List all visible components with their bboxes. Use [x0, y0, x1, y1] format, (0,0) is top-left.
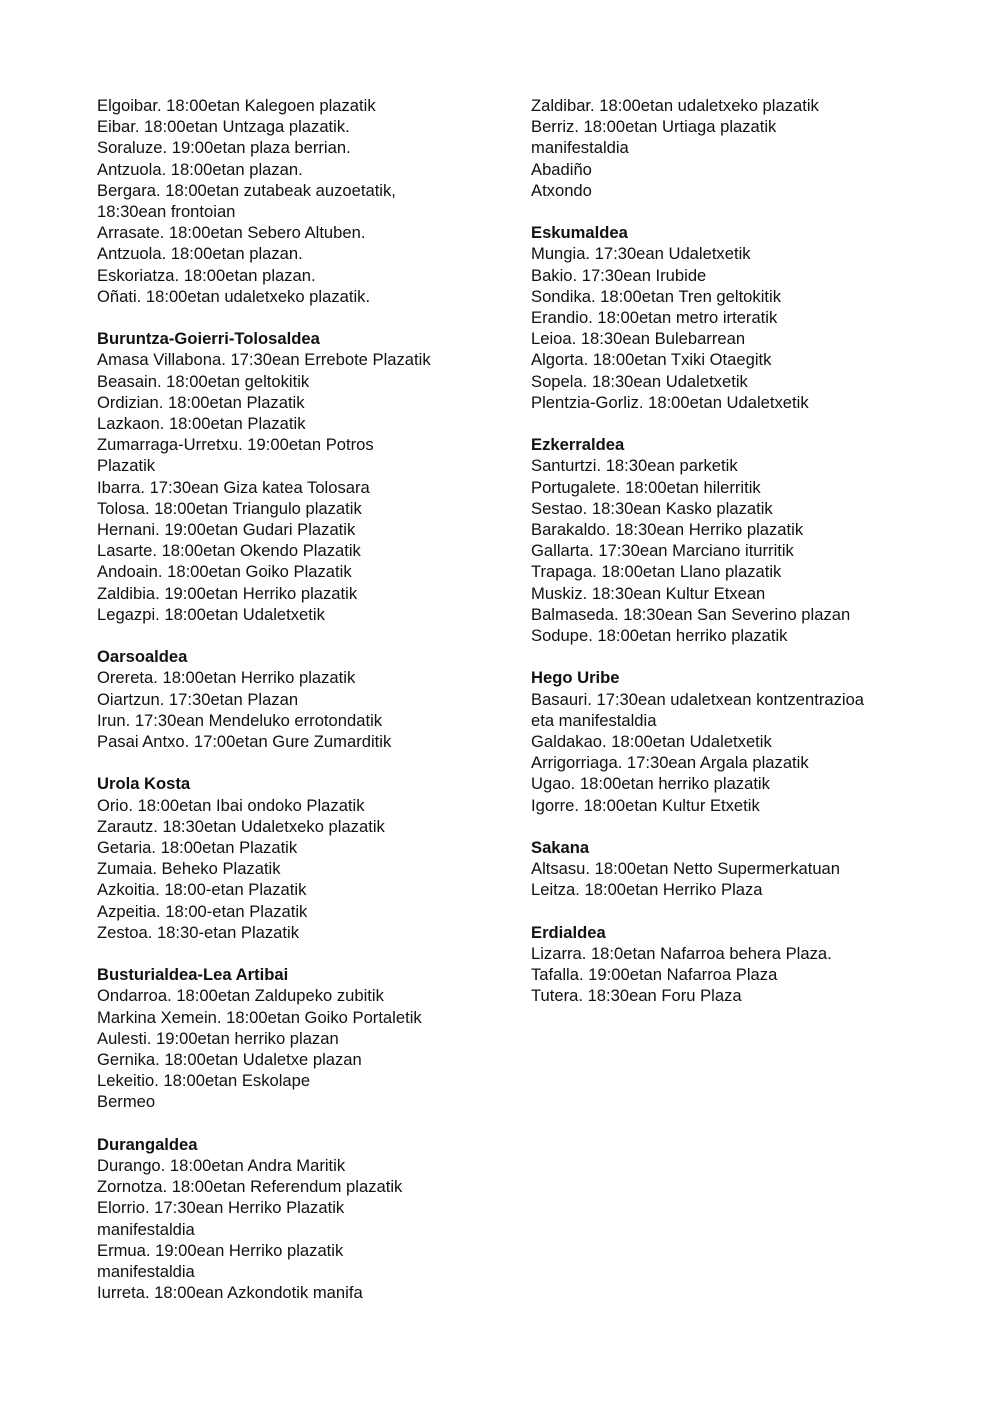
event-line: Plazatik — [97, 456, 156, 476]
event-line: Antzuola. 18:00etan plazan. — [97, 244, 303, 264]
event-line: Plentzia-Gorliz. 18:00etan Udaletxetik — [531, 392, 809, 412]
event-line: Ermua. 19:00ean Herriko plazatik — [97, 1240, 344, 1260]
section-title: Buruntza-Goierri-Tolosaldea — [97, 329, 320, 349]
event-line: Bergara. 18:00etan zutabeak auzoetatik, — [97, 180, 396, 200]
event-line: Lasarte. 18:00etan Okendo Plazatik — [97, 541, 361, 561]
section-title: Busturialdea-Lea Artibai — [97, 965, 289, 985]
region-section — [97, 95, 507, 307]
event-line: manifestaldia — [97, 1219, 195, 1239]
event-line: Erandio. 18:00etan metro irteratik — [531, 308, 778, 328]
event-line: Soraluze. 19:00etan plaza berrian. — [97, 138, 351, 158]
region-section — [97, 773, 507, 943]
event-line: Irun. 17:30ean Mendeluko errotondatik — [97, 710, 383, 730]
event-line: Gernika. 18:00etan Udaletxe plazan — [97, 1050, 362, 1070]
event-line: Muskiz. 18:30ean Kultur Etxean — [531, 583, 766, 603]
event-line: Zumarraga-Urretxu. 19:00etan Potros — [97, 435, 374, 455]
event-line: Lizarra. 18:0etan Nafarroa behera Plaza. — [531, 944, 832, 964]
event-line: Sondika. 18:00etan Tren geltokitik — [531, 286, 781, 306]
section-title: Hego Uribe — [531, 668, 620, 688]
event-line: Basauri. 17:30ean udaletxean kontzentrazioa — [531, 689, 865, 709]
event-line: manifestaldia — [97, 1262, 195, 1282]
event-line: Bakio. 17:30ean Irubide — [531, 265, 707, 285]
region-section — [97, 328, 507, 625]
event-line: Atxondo — [531, 180, 592, 200]
event-line: Eskoriatza. 18:00etan plazan. — [97, 265, 316, 285]
event-line: Hernani. 19:00etan Gudari Plazatik — [97, 520, 356, 540]
region-section — [531, 922, 931, 1007]
section-title: Durangaldea — [97, 1134, 198, 1154]
event-line: Getaria. 18:00etan Plazatik — [97, 838, 298, 858]
region-section — [97, 1134, 507, 1304]
region-section — [531, 434, 931, 646]
event-line: Arrigorriaga. 17:30ean Argala plazatik — [531, 753, 809, 773]
event-line: Ordizian. 18:00etan Plazatik — [97, 392, 305, 412]
region-section — [531, 222, 931, 413]
event-line: Balmaseda. 18:30ean San Severino plazan — [531, 604, 851, 624]
event-line: manifestaldia — [531, 138, 629, 158]
section-title: Oarsoaldea — [97, 647, 188, 667]
event-line: Igorre. 18:00etan Kultur Etxetik — [531, 795, 760, 815]
event-line: Beasain. 18:00etan geltokitik — [97, 371, 310, 391]
event-line: Zaldibar. 18:00etan udaletxeko plazatik — [531, 96, 819, 115]
event-line: Oiartzun. 17:30etan Plazan — [97, 689, 299, 709]
event-line: Zornotza. 18:00etan Referendum plazatik — [97, 1177, 403, 1197]
section-title: Eskumaldea — [531, 223, 628, 243]
event-line: Amasa Villabona. 17:30ean Errebote Plazatik — [97, 350, 431, 370]
event-line: Sestao. 18:30ean Kasko plazatik — [531, 498, 773, 518]
region-section — [97, 646, 507, 752]
event-line: Orereta. 18:00etan Herriko plazatik — [97, 668, 356, 688]
event-line: Ugao. 18:00etan herriko plazatik — [531, 774, 770, 794]
event-line: Markina Xemein. 18:00etan Goiko Portaletik — [97, 1007, 422, 1027]
section-title: Urola Kosta — [97, 774, 191, 794]
event-line: Zaldibia. 19:00etan Herriko plazatik — [97, 583, 358, 603]
event-line: eta manifestaldia — [531, 710, 657, 730]
event-line: Oñati. 18:00etan udaletxeko plazatik. — [97, 286, 371, 306]
event-line: Pasai Antxo. 17:00etan Gure Zumarditik — [97, 732, 392, 752]
region-section — [531, 667, 931, 815]
event-line: Mungia. 17:30ean Udaletxetik — [531, 244, 751, 264]
event-line: Orio. 18:00etan Ibai ondoko Plazatik — [97, 795, 365, 815]
event-line: Zestoa. 18:30-etan Plazatik — [97, 922, 300, 942]
event-line: Tolosa. 18:00etan Triangulo plazatik — [97, 498, 362, 518]
event-line: Galdakao. 18:00etan Udaletxetik — [531, 732, 772, 752]
event-line: Aulesti. 19:00etan herriko plazan — [97, 1028, 339, 1048]
event-line: Arrasate. 18:00etan Sebero Altuben. — [97, 223, 366, 243]
event-line: Sodupe. 18:00etan herriko plazatik — [531, 626, 788, 646]
event-line: Berriz. 18:00etan Urtiaga plazatik — [531, 117, 777, 137]
event-line: Ibarra. 17:30ean Giza katea Tolosara — [97, 477, 370, 497]
event-line: Trapaga. 18:00etan Llano plazatik — [531, 562, 782, 582]
event-line: Santurtzi. 18:30ean parketik — [531, 456, 738, 476]
event-line: Zarautz. 18:30etan Udaletxeko plazatik — [97, 816, 385, 836]
event-line: Ondarroa. 18:00etan Zaldupeko zubitik — [97, 986, 384, 1006]
event-line: Tutera. 18:30ean Foru Plaza — [531, 986, 742, 1006]
event-line: Tafalla. 19:00etan Nafarroa Plaza — [531, 965, 778, 985]
event-line: Altsasu. 18:00etan Netto Supermerkatuan — [531, 859, 841, 879]
event-line: Sopela. 18:30ean Udaletxetik — [531, 371, 748, 391]
event-line: Barakaldo. 18:30ean Herriko plazatik — [531, 520, 804, 540]
section-title: Erdialdea — [531, 922, 606, 942]
region-section — [531, 837, 931, 901]
region-section — [97, 964, 507, 1112]
event-line: Lekeitio. 18:00etan Eskolape — [97, 1071, 311, 1091]
event-line: Durango. 18:00etan Andra Maritik — [97, 1156, 346, 1176]
event-line: Bermeo — [97, 1092, 156, 1112]
left-column — [97, 95, 507, 1325]
event-line: Azkoitia. 18:00-etan Plazatik — [97, 880, 307, 900]
event-line: Antzuola. 18:00etan plazan. — [97, 159, 303, 179]
event-line: Lazkaon. 18:00etan Plazatik — [97, 414, 306, 434]
region-section — [531, 95, 931, 201]
event-line: Algorta. 18:00etan Txiki Otaegitk — [531, 350, 772, 370]
event-line: Andoain. 18:00etan Goiko Plazatik — [97, 562, 352, 582]
section-title: Ezkerraldea — [531, 435, 625, 455]
event-line: 18:30ean frontoian — [97, 202, 236, 222]
event-line: Elorrio. 17:30ean Herriko Plazatik — [97, 1198, 345, 1218]
event-line: Eibar. 18:00etan Untzaga plazatik. — [97, 117, 350, 137]
event-line: Iurreta. 18:00ean Azkondotik manifa — [97, 1283, 363, 1303]
event-line: Portugalete. 18:00etan hilerritik — [531, 477, 761, 497]
section-title: Sakana — [531, 838, 590, 858]
event-line: Zumaia. Beheko Plazatik — [97, 859, 281, 879]
event-line: Abadiño — [531, 159, 592, 179]
event-line: Gallarta. 17:30ean Marciano iturritik — [531, 541, 794, 561]
event-line: Leitza. 18:00etan Herriko Plaza — [531, 880, 763, 900]
event-line: Elgoibar. 18:00etan Kalegoen plazatik — [97, 96, 376, 115]
event-line: Azpeitia. 18:00-etan Plazatik — [97, 901, 308, 921]
right-column — [531, 95, 931, 1028]
event-line: Legazpi. 18:00etan Udaletxetik — [97, 604, 325, 624]
event-line: Leioa. 18:30ean Bulebarrean — [531, 329, 746, 349]
